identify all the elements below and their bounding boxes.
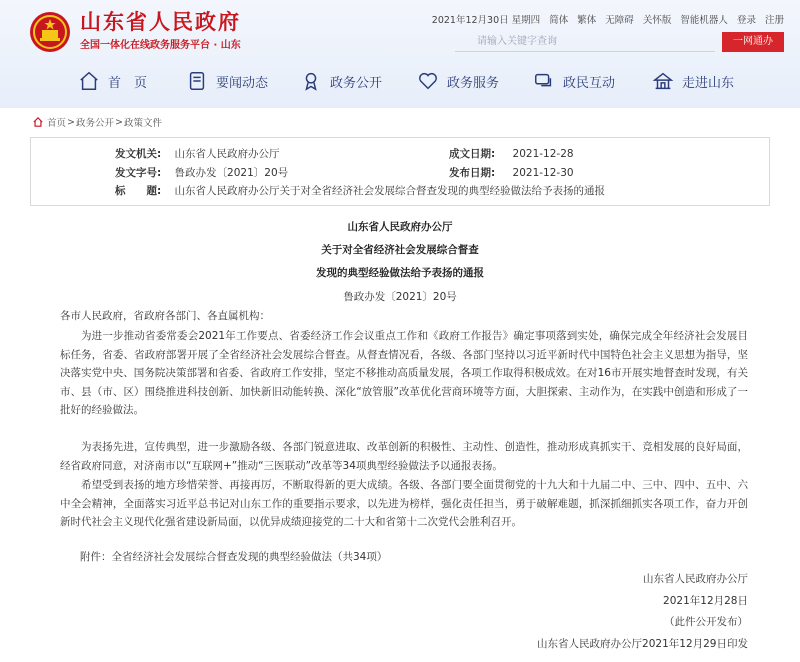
nav-home[interactable] <box>78 64 147 98</box>
meta-date-value: 2021-12-28 <box>512 148 574 160</box>
chat-icon <box>533 70 555 92</box>
nav-interaction-label: 政民互动 <box>563 75 616 91</box>
breadcrumb-home[interactable]: 首页 <box>47 118 67 129</box>
site-subtitle: 全国一体化在线政务服务平台 · 山东 <box>80 40 241 51</box>
link-simplified[interactable]: 简体 <box>549 15 569 26</box>
nav-gov-open-label: 政务公开 <box>330 75 383 91</box>
doc-public-note: （此件公开发布） <box>664 616 748 628</box>
meta-docno <box>115 165 288 180</box>
doc-salutation: 各市人民政府，省政府各部门、各直属机构： <box>60 310 270 322</box>
meta-issuer <box>115 146 280 161</box>
meta-title-value: 山东省人民政府办公厅关于对全省经济社会发展综合督查发现的典型经验做法给予表扬的通报 <box>174 185 606 197</box>
meta-issuer-value: 山东省人民政府办公厅 <box>174 148 280 160</box>
link-register[interactable]: 注册 <box>764 15 784 26</box>
doc-title-line2: 发现的典型经验做法给予表扬的通报 <box>316 267 484 279</box>
meta-title <box>115 183 605 198</box>
breadcrumb-separator: > <box>67 116 75 128</box>
meta-docno-value: 鲁政办发〔2021〕20号 <box>174 167 289 179</box>
link-traditional[interactable]: 繁体 <box>577 15 597 26</box>
meta-docno-label: 发文字号: <box>115 167 162 179</box>
meta-title-label: 标 题: <box>115 185 162 197</box>
book-icon <box>186 70 208 92</box>
doc-paragraph-1: 为进一步推动省委常委会2021年工作要点、省委经济工作会议重点工作和《政府工作报告》确定事项落到实处，确保完成全年经济社会发展目标任务，省委、省政府部署开展了全省经济社会发展综合督查。从督查情况看，各级、各部门坚持以习近平新时代中国特色社会主义思想为指导，坚决落实党中央、国务院决策部署和省委、省政府工作安排，坚定不移推动高质量发展，各项工作取得积极成效。在对16市开展实地督查时发现，有关市、县（市、区）围绕推进科技创新、加快新旧动能转换、深化“放管服”改革优化营商环境等方面，大胆探索、主动作为，在实践中创造和形成了一批好的经验做法。 <box>60 330 748 416</box>
link-care-mode[interactable]: 关怀版 <box>642 15 672 26</box>
heart-icon <box>417 70 439 92</box>
doc-attachment[interactable]: 附件：全省经济社会发展综合督查发现的典型经验做法（共34项） <box>80 551 388 563</box>
site-title[interactable]: 山东省人民政府 <box>80 9 241 34</box>
nav-about-shandong-label: 走进山东 <box>682 75 735 91</box>
link-robot[interactable]: 智能机器人 <box>680 15 728 26</box>
nav-gov-open[interactable] <box>300 64 382 98</box>
meta-issuer-label: 发文机关: <box>115 148 162 160</box>
home-small-icon <box>33 117 43 127</box>
nav-about-shandong[interactable] <box>652 64 734 98</box>
breadcrumb-gov-open[interactable]: 政务公开 <box>75 118 114 129</box>
meta-pub-label: 发布日期: <box>449 167 496 179</box>
meta-pub <box>449 165 574 180</box>
site-header <box>0 0 800 108</box>
nav-interaction[interactable] <box>533 64 615 98</box>
meta-date-label: 成文日期: <box>449 148 496 160</box>
document-meta-table <box>30 137 770 206</box>
doc-sign-org: 山东省人民政府办公厅 <box>643 573 748 585</box>
top-utility-bar <box>432 12 784 26</box>
main-nav <box>0 64 800 98</box>
search-input[interactable] <box>455 32 715 52</box>
meta-pub-value: 2021-12-30 <box>512 167 574 179</box>
national-emblem-icon <box>28 10 72 54</box>
doc-number: 鲁政办发〔2021〕20号 <box>343 291 457 303</box>
current-date: 2021年12月30日 星期四 <box>431 15 541 26</box>
nav-news[interactable] <box>186 64 268 98</box>
breadcrumb <box>33 115 162 129</box>
breadcrumb-separator: > <box>115 116 123 128</box>
doc-paragraph-3: 希望受到表扬的地方珍惜荣誉、再接再厉，不断取得新的更大成绩。各级、各部门要全面贯彻党的十九大和十九届二中、三中、四中、五中、六中全会精神，全面落实习近平总书记对山东工作的重要指示要求，以先进为榜样，强化责任担当，勇于破解难题，抓深抓细抓实各项工作，奋力开创新时代社会主义现代化强省建设新局面，以优异成绩迎接党的二十大和省第十二次党代会胜利召开。 <box>60 479 748 528</box>
meta-date <box>449 146 574 161</box>
nav-gov-service-label: 政务服务 <box>447 75 500 91</box>
link-login[interactable]: 登录 <box>736 15 756 26</box>
nav-news-label: 要闻动态 <box>216 75 269 91</box>
doc-paragraph-2: 为表扬先进，宣传典型，进一步激励各级、各部门锐意进取、改革创新的积极性、主动性、创造性，推动形成真抓实干、竞相发展的良好局面，经省政府同意，对济南市以“互联网+”推动“三医联动”改革等34项典型经验做法予以通报表扬。 <box>60 441 748 472</box>
doc-issuer-heading: 山东省人民政府办公厅 <box>347 221 453 233</box>
search-button[interactable]: 一网通办 <box>722 32 784 52</box>
ribbon-icon <box>300 70 322 92</box>
landmark-icon <box>652 70 674 92</box>
home-icon <box>78 70 100 92</box>
doc-print-line: 山东省人民政府办公厅2021年12月29日印发 <box>537 638 748 650</box>
nav-gov-service[interactable] <box>417 64 499 98</box>
doc-title-line1: 关于对全省经济社会发展综合督查 <box>321 244 479 256</box>
doc-sign-date: 2021年12月28日 <box>663 595 748 607</box>
link-accessibility[interactable]: 无障碍 <box>605 15 634 26</box>
breadcrumb-policy-docs[interactable]: 政策文件 <box>123 118 162 129</box>
nav-home-label: 首 页 <box>108 75 148 91</box>
